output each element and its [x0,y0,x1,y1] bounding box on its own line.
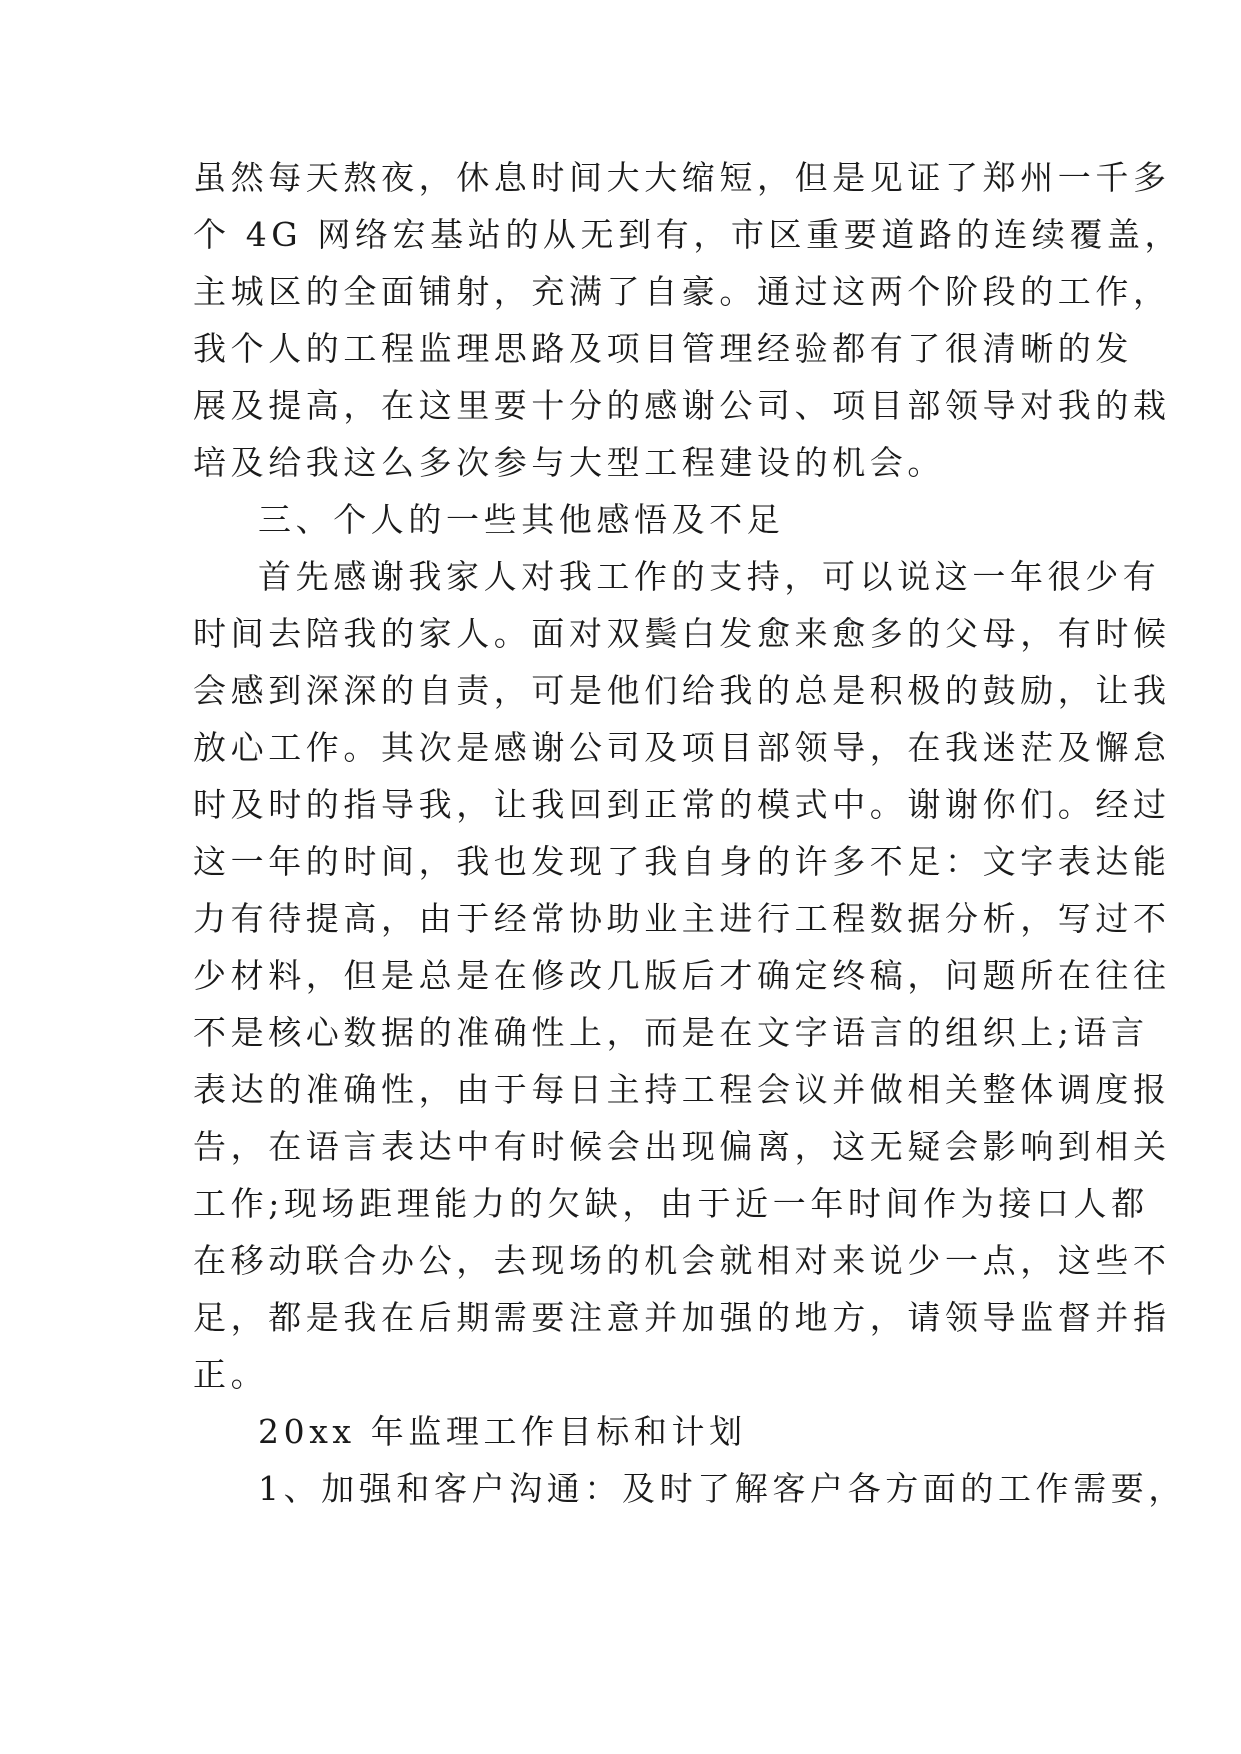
paragraph-line: 首先感谢我家人对我工作的支持，可以说这一年很少有 [258,557,1161,596]
paragraph-line: 放心工作。其次是感谢公司及项目部领导，在我迷茫及懈怠 [193,728,1171,767]
paragraph-line: 培及给我这么多次参与大型工程建设的机会。 [193,443,945,482]
section-heading: 三、个人的一些其他感悟及不足 [258,500,785,539]
paragraph-line: 告，在语言表达中有时候会出现偏离，这无疑会影响到相关 [193,1127,1171,1166]
paragraph-line: 时及时的指导我，让我回到正常的模式中。谢谢你们。经过 [193,785,1171,824]
paragraph-line: 力有待提高，由于经常协助业主进行工程数据分析，写过不 [193,899,1171,938]
paragraph-line: 这一年的时间，我也发现了我自身的许多不足：文字表达能 [193,842,1171,881]
paragraph-line: 我个人的工程监理思路及项目管理经验都有了很清晰的发 [193,329,1133,368]
paragraph-line: 正。 [193,1355,269,1394]
paragraph-line: 虽然每天熬夜，休息时间大大缩短，但是见证了郑州一千多 [193,158,1171,197]
paragraph-line: 足，都是我在后期需要注意并加强的地方，请领导监督并指 [193,1298,1171,1337]
paragraph-line: 在移动联合办公，去现场的机会就相对来说少一点，这些不 [193,1241,1171,1280]
paragraph-line: 工作;现场距理能力的欠缺，由于近一年时间作为接口人都 [193,1184,1149,1223]
paragraph-line: 个 4G 网络宏基站的从无到有，市区重要道路的连续覆盖， [193,215,1183,254]
paragraph-line: 主城区的全面铺射，充满了自豪。通过这两个阶段的工作， [193,272,1171,311]
list-item: 1、加强和客户沟通：及时了解客户各方面的工作需要， [258,1469,1186,1508]
paragraph-line: 表达的准确性，由于每日主持工程会议并做相关整体调度报 [193,1070,1171,1109]
paragraph-line: 展及提高，在这里要十分的感谢公司、项目部领导对我的栽 [193,386,1171,425]
paragraph-line: 会感到深深的自责，可是他们给我的总是积极的鼓励，让我 [193,671,1171,710]
section-heading: 20xx 年监理工作目标和计划 [258,1412,747,1451]
paragraph-line: 少材料，但是总是在修改几版后才确定终稿，问题所在往往 [193,956,1171,995]
paragraph-line: 时间去陪我的家人。面对双鬓白发愈来愈多的父母，有时候 [193,614,1171,653]
paragraph-line: 不是核心数据的准确性上，而是在文字语言的组织上;语言 [193,1013,1149,1052]
